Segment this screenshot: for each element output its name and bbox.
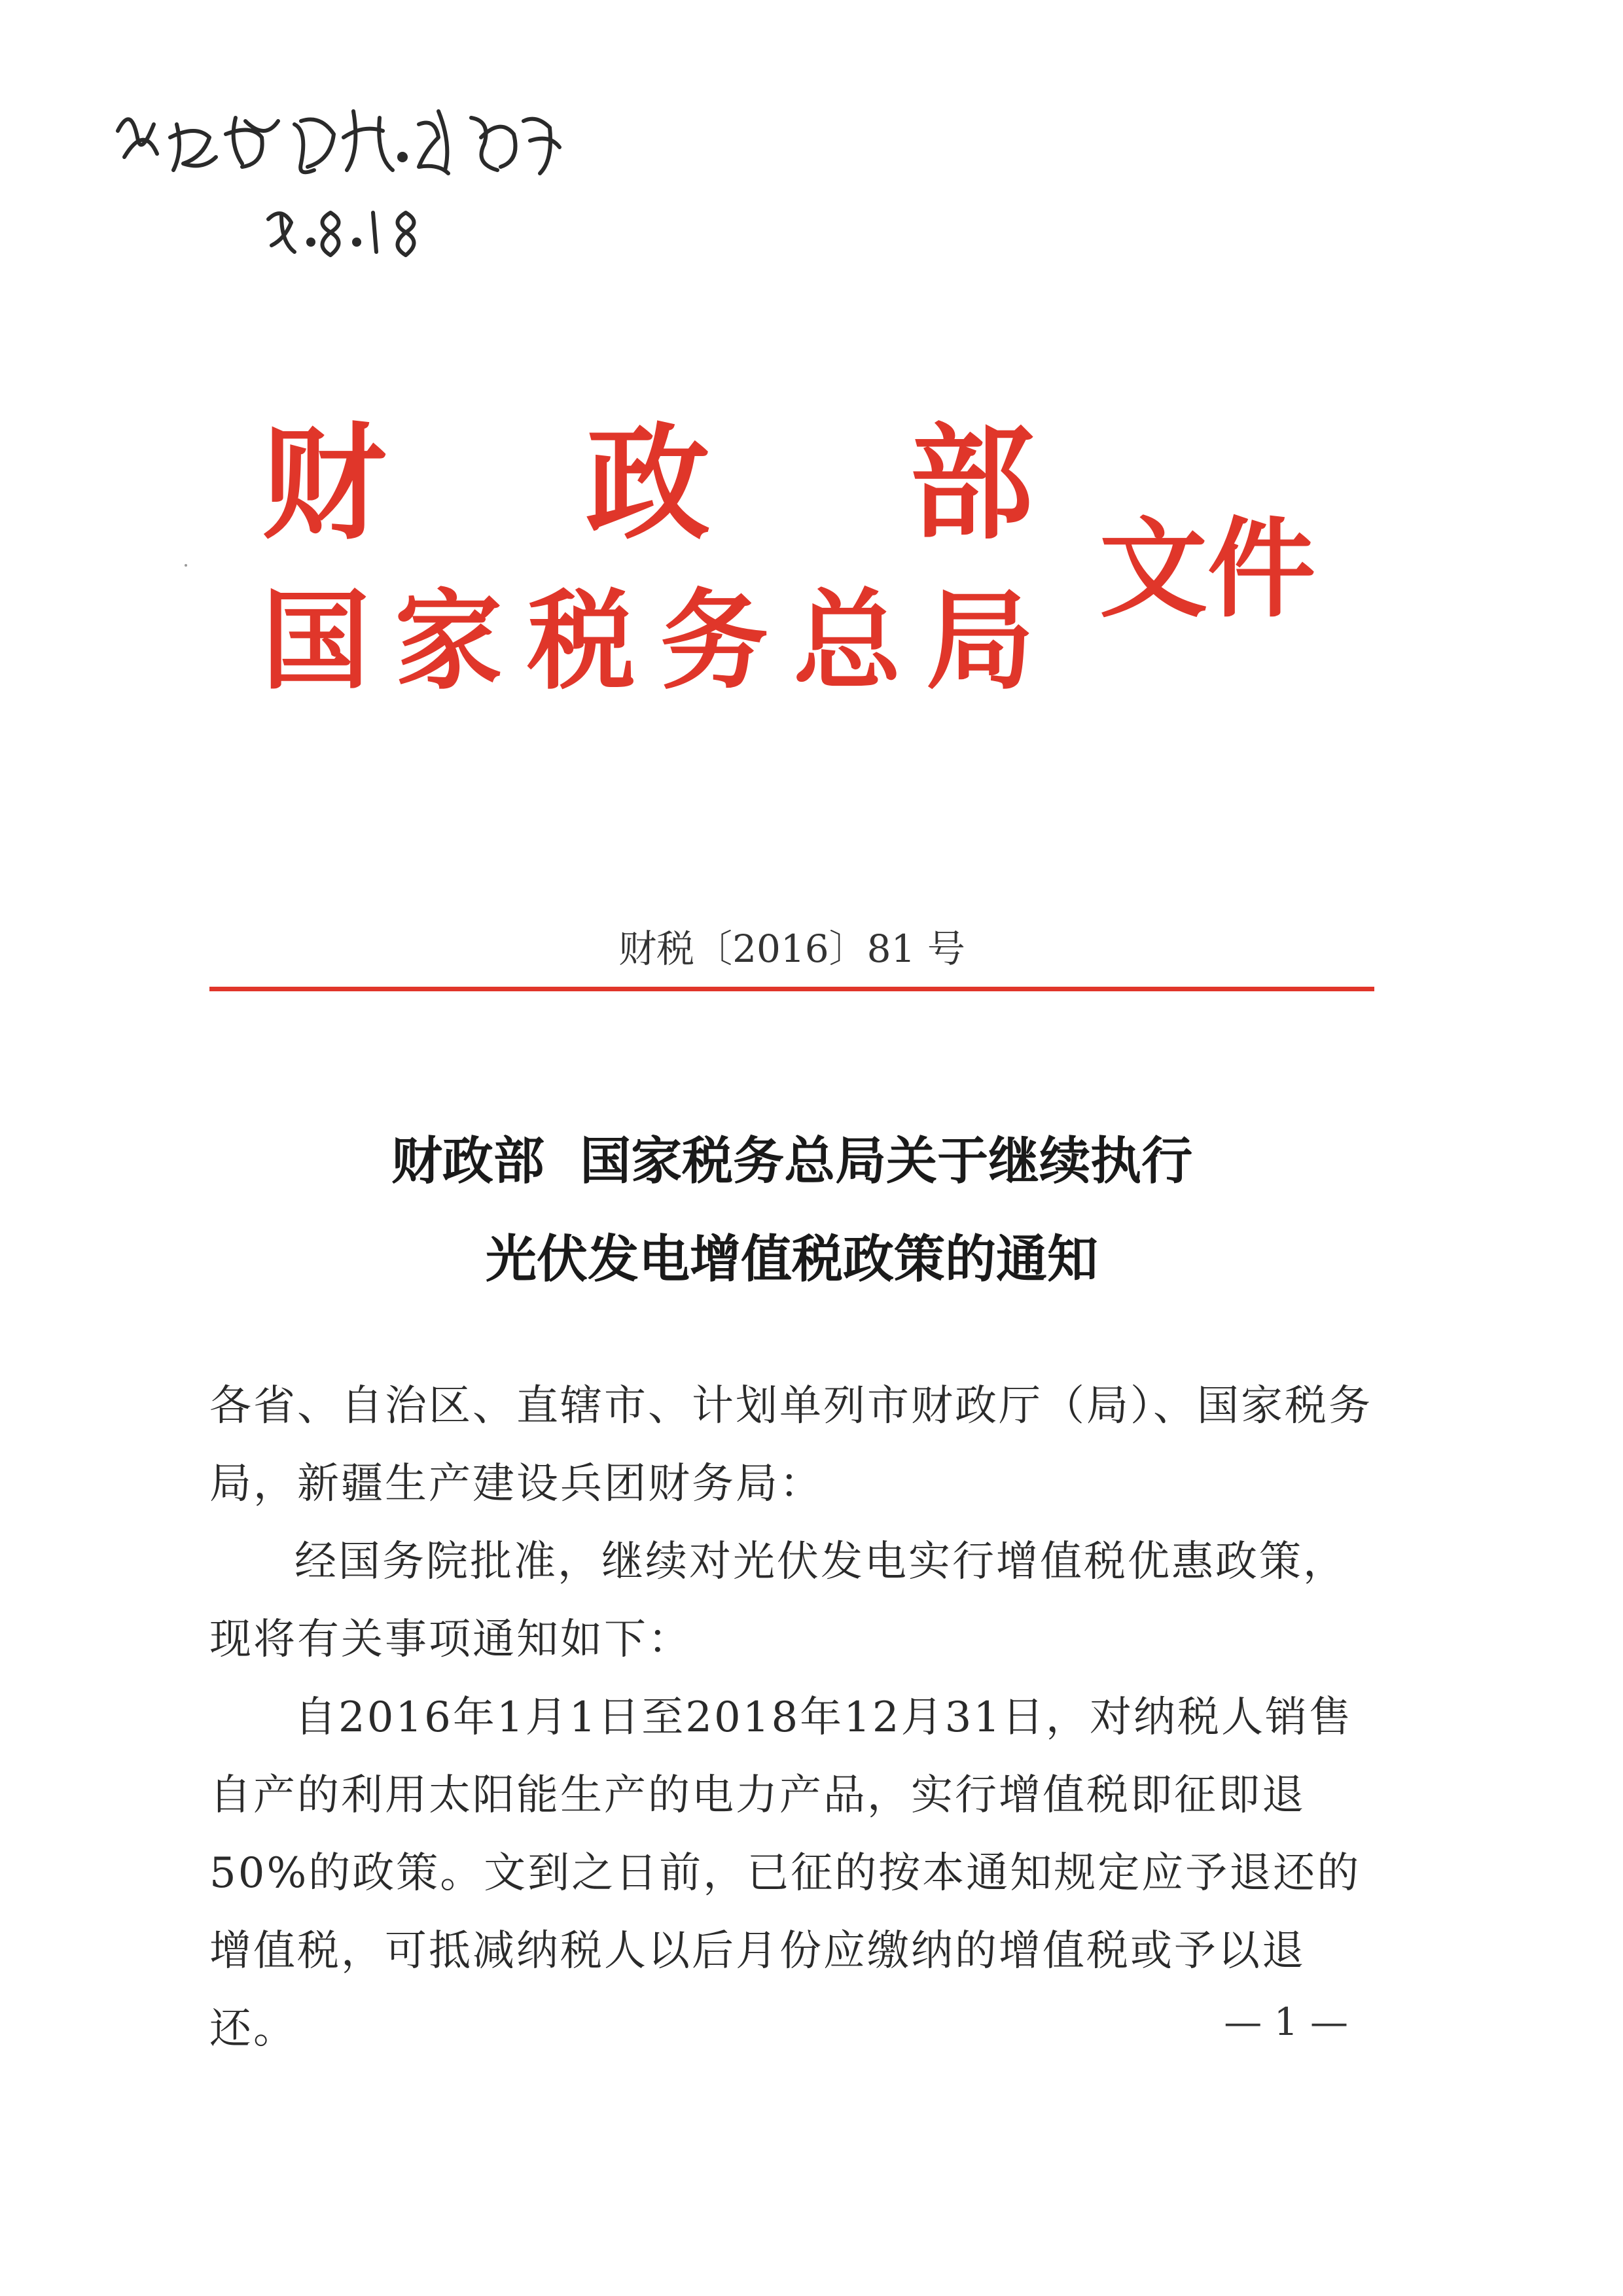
issuer-char: 财: [262, 412, 387, 556]
document-body: [209, 1368, 1374, 2068]
issuer-suffix-document: 文件: [1099, 506, 1315, 632]
handwritten-note: [105, 85, 576, 262]
issuer-char: 国: [262, 578, 370, 704]
addressee: 各省、自治区、直辖市、计划单列市财政厅（局）、国家税务局，新疆生产建设兵团财务局：: [209, 1382, 1372, 1508]
issuer-char: 政: [585, 412, 710, 556]
page-number: — 1 —: [1224, 2000, 1348, 2044]
issuer-char: 局: [926, 578, 1034, 704]
scan-speck: [185, 564, 187, 567]
issuer-char: 务: [660, 578, 768, 704]
document-title: [209, 1112, 1374, 1309]
issuer-char: 总: [793, 578, 901, 704]
document-number: 财税〔2016〕81 号: [618, 927, 965, 971]
title-line-2: 光伏发电增值税政策的通知: [485, 1229, 1098, 1289]
issuer-char: 部: [909, 412, 1034, 556]
issuer-line-ministry-of-finance: [262, 412, 1034, 556]
body-paragraph-2: 自2016年1月1日至2018年12月31日，对纳税人销售自产的利用太阳能生产的电力产品，实行增值税即征即退50%的政策。文到之日前，已征的按本通知规定应予退还的增值税，可抵减纳税人以后月份应缴纳的增值税或予以退还。: [209, 1693, 1361, 2053]
issuer-line-state-tax-bureau: [262, 576, 1034, 707]
title-line-1: 财政部 国家税务总局关于继续执行: [391, 1131, 1193, 1191]
issuer-char: 税: [527, 578, 635, 704]
body-paragraph-1: 经国务院批准，继续对光伏发电实行增值税优惠政策，现将有关事项通知如下：: [209, 1538, 1347, 1664]
red-divider-line: [209, 987, 1374, 991]
issuer-header: [262, 412, 1374, 720]
issuer-char: 家: [395, 578, 503, 704]
